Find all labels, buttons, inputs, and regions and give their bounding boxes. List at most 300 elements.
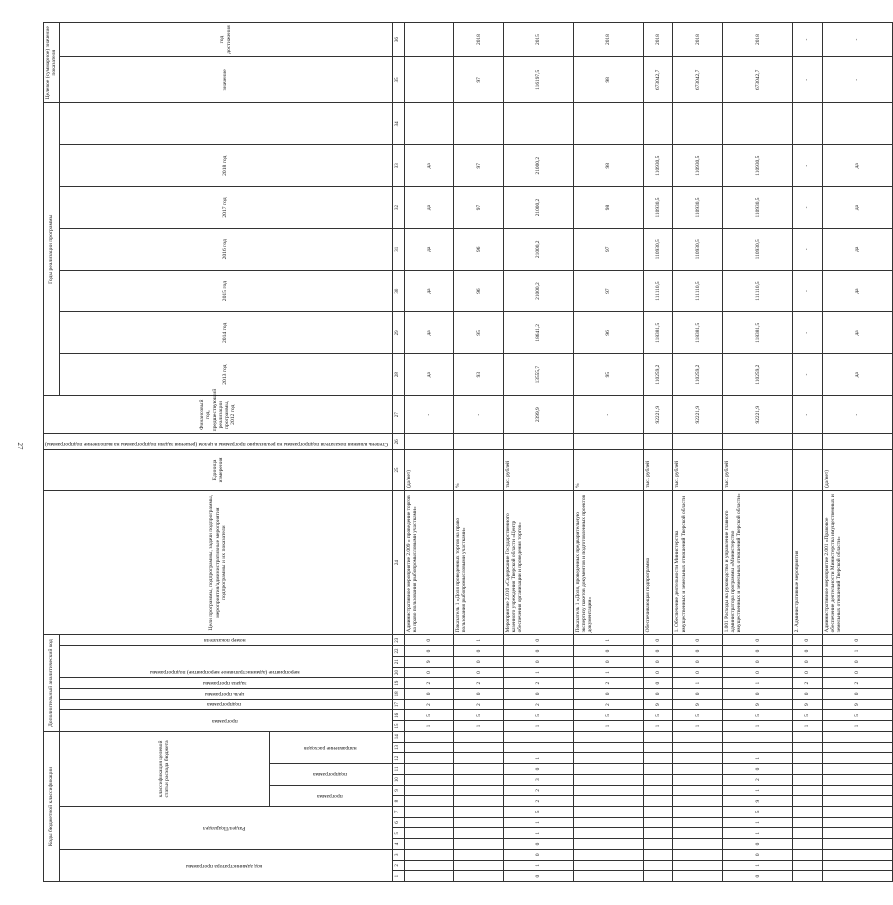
code-cell: 1 <box>504 667 574 678</box>
code-cell: 0 <box>723 635 793 646</box>
target-year <box>404 23 454 57</box>
year-value: - <box>793 145 823 187</box>
code-cell <box>822 871 892 882</box>
code-cell <box>404 774 454 785</box>
y2017-header: 2017 год <box>59 187 392 229</box>
column-number-cell: 10 <box>392 774 404 785</box>
code-cell <box>822 731 892 742</box>
year-value: да <box>404 228 454 270</box>
row-unit: тыс. рублей <box>643 450 673 491</box>
row-unit <box>793 450 823 491</box>
code-cell <box>643 796 673 807</box>
target-year: - <box>793 23 823 57</box>
code-cell <box>793 860 823 871</box>
code-cell <box>793 785 823 796</box>
code-cell <box>673 753 723 764</box>
code-cell: 1 <box>504 828 574 839</box>
target-value <box>404 57 454 103</box>
code-cell: 2 <box>404 678 454 689</box>
code-cell: 1 <box>504 721 574 732</box>
y2016-header: 2016 год <box>59 228 392 270</box>
year-value: да <box>404 354 454 396</box>
code-cell: 0 <box>504 849 574 860</box>
code-cell <box>404 817 454 828</box>
row-name: Административное мероприятие 2.009 « проведение торгов на право пользования рыбопромысловыми участками» <box>404 490 454 635</box>
table-row <box>404 23 454 882</box>
year-value: 21000,2 <box>504 187 574 229</box>
code-cell <box>454 764 504 775</box>
table-row <box>793 23 823 882</box>
column-number-cell: 29 <box>392 312 404 354</box>
code-cell <box>822 785 892 796</box>
year-value: 95 <box>454 312 504 354</box>
year-value: 111110,5 <box>643 270 673 312</box>
code-cell: 2 <box>573 678 643 689</box>
unit-header: Единица измерения <box>44 450 393 491</box>
spacer-cell <box>454 103 504 145</box>
code-cell <box>673 849 723 860</box>
column-number-cell: 7 <box>392 806 404 817</box>
code-cell: 0 <box>723 656 793 667</box>
column-number-cell: 28 <box>392 354 404 396</box>
year-value: да <box>822 312 892 354</box>
indicator-no-header: номер показателя <box>59 635 392 646</box>
code-cell: 2 <box>504 699 574 710</box>
year-value: 110930,5 <box>643 187 673 229</box>
year-value: 110930,5 <box>643 228 673 270</box>
code-cell: 1 <box>454 635 504 646</box>
code-cell <box>573 828 643 839</box>
code-cell <box>793 796 823 807</box>
code-cell <box>673 742 723 753</box>
code-cell: 5 <box>504 710 574 721</box>
code-cell: 1 <box>822 721 892 732</box>
fin-year-header: Финансовый год, предшествующий реализации программы, 2012 год <box>44 396 393 434</box>
year-value: да <box>404 145 454 187</box>
code-cell: 0 <box>404 667 454 678</box>
spacer-cell <box>504 103 574 145</box>
code-cell <box>822 796 892 807</box>
year-value: 93 <box>454 354 504 396</box>
row-degree <box>793 434 823 450</box>
column-number-cell: 27 <box>392 396 404 434</box>
column-number-cell: 31 <box>392 228 404 270</box>
code-cell: 0 <box>454 689 504 700</box>
year-value: 97 <box>454 187 504 229</box>
y2014-header: 2014 год <box>59 312 392 354</box>
code-cell <box>573 806 643 817</box>
code-cell <box>822 742 892 753</box>
spacer-cell <box>643 103 673 145</box>
code-cell <box>404 796 454 807</box>
code-cell <box>573 731 643 742</box>
task-header: задача программы <box>59 678 392 689</box>
code-cell <box>573 753 643 764</box>
code-cell: 1 <box>723 721 793 732</box>
row-degree <box>573 434 643 450</box>
code-cell <box>643 742 673 753</box>
prog-header: программа <box>59 710 392 731</box>
column-number-cell: 19 <box>392 678 404 689</box>
code-cell: 0 <box>723 871 793 882</box>
code-cell: 1 <box>723 828 793 839</box>
year-value: 96 <box>454 270 504 312</box>
row-name: Показатель 1 «Доля проведенных торгов на право пользования рыбопромысловыми участками» <box>454 490 504 635</box>
row-unit: (да/нет) <box>822 450 892 491</box>
column-number-cell: 33 <box>392 145 404 187</box>
code-cell <box>404 871 454 882</box>
row-unit: тыс. рублей <box>673 450 723 491</box>
code-cell <box>643 860 673 871</box>
code-cell: 5 <box>723 710 793 721</box>
code-cell <box>643 849 673 860</box>
code-cell <box>573 796 643 807</box>
row-name: 2. Административные мероприятия <box>793 490 823 635</box>
code-cell: 1 <box>723 753 793 764</box>
year-value: 111110,5 <box>673 270 723 312</box>
code-cell <box>454 796 504 807</box>
code-cell: 2 <box>404 699 454 710</box>
code-cell: 2 <box>793 678 823 689</box>
fin-year-value: 92221,9 <box>723 396 793 434</box>
code-cell <box>643 817 673 828</box>
fin-year-value: - <box>454 396 504 434</box>
year-value: - <box>793 228 823 270</box>
column-number-cell: 25 <box>392 450 404 491</box>
year-value: да <box>822 187 892 229</box>
column-number-cell: 11 <box>392 764 404 775</box>
code-cell: 9 <box>404 656 454 667</box>
column-number-cell: 30 <box>392 270 404 312</box>
code-cell <box>454 839 504 850</box>
name-header: Цели программы, подпрограммы, задачи подпрограммы, мероприятия/административные мероприятия подпрограммы и их показатели <box>44 490 393 635</box>
row-unit: % <box>454 450 504 491</box>
code-cell <box>404 753 454 764</box>
code-cell: 9 <box>643 699 673 710</box>
code-cell: 2 <box>504 785 574 796</box>
code-cell: 0 <box>723 849 793 860</box>
y2013-header: 2013 год <box>59 354 392 396</box>
year-value: 96 <box>573 312 643 354</box>
code-cell <box>454 785 504 796</box>
column-number-cell: 16 <box>392 710 404 721</box>
code-cell <box>673 731 723 742</box>
code-cell <box>404 731 454 742</box>
code-cell: 0 <box>643 635 673 646</box>
code-cell <box>673 764 723 775</box>
year-value: 118381,5 <box>723 312 793 354</box>
column-number-cell: 5 <box>392 828 404 839</box>
row-name: Обеспечивающая подпрограмма <box>643 490 673 635</box>
column-number-cell: 1 <box>392 871 404 882</box>
table-row <box>643 23 673 882</box>
code-cell <box>822 817 892 828</box>
column-number-cell: 32 <box>392 187 404 229</box>
code-cell <box>643 806 673 817</box>
column-number-cell: 18 <box>392 689 404 700</box>
year-value: - <box>793 354 823 396</box>
row-unit: % <box>573 450 643 491</box>
program-indicators-table <box>43 22 893 882</box>
code-cell <box>673 796 723 807</box>
year-value: да <box>822 270 892 312</box>
section-header: Раздел/Подраздел <box>59 806 392 849</box>
code-cell <box>793 774 823 785</box>
code-cell: 1 <box>573 721 643 732</box>
target-article-header: классификация целевой статьи расхода бюджета <box>59 731 270 806</box>
year-value: да <box>404 187 454 229</box>
code-cell: 0 <box>573 646 643 657</box>
target-year: 2018 <box>573 23 643 57</box>
target-value: - <box>822 57 892 103</box>
code-cell: 1 <box>573 635 643 646</box>
code-cell: 2 <box>573 699 643 710</box>
code-cell: 2 <box>504 796 574 807</box>
program-code-header: программа <box>270 785 392 806</box>
goal-header: цель программы <box>59 689 392 700</box>
year-value: 118381,5 <box>673 312 723 354</box>
year-value: 110259,2 <box>673 354 723 396</box>
admin-code-header: код администратора программы <box>59 849 392 881</box>
year-value: 110930,5 <box>723 228 793 270</box>
code-cell: 0 <box>504 635 574 646</box>
code-cell: 5 <box>723 806 793 817</box>
code-cell: 0 <box>793 635 823 646</box>
year-value: да <box>404 312 454 354</box>
target-value: 673042,7 <box>723 57 793 103</box>
code-cell <box>404 849 454 860</box>
table-row <box>454 23 504 882</box>
row-name: 1.001 Расходы на руководство и управление главного администратора программы «Министерство имущественных и земельных отношений Тверской области» <box>723 490 793 635</box>
code-cell: 0 <box>404 646 454 657</box>
code-cell: 0 <box>454 646 504 657</box>
code-cell <box>573 839 643 850</box>
code-cell: 0 <box>504 656 574 667</box>
row-name: Мероприятие 2.010 «Содержание Государственного казенного учреждения Тверской области «Центр обеспечения организации и проведения торгов» <box>504 490 574 635</box>
code-cell: 0 <box>793 646 823 657</box>
code-cell <box>822 828 892 839</box>
target-header: Целевое (суммарное) значение показателя <box>44 23 60 103</box>
column-number-cell: 34 <box>392 103 404 145</box>
code-cell: 1 <box>793 721 823 732</box>
year-value: да <box>822 354 892 396</box>
year-value: 21000,2 <box>504 228 574 270</box>
code-cell <box>454 849 504 860</box>
year-value: 97 <box>454 145 504 187</box>
year-value: 97 <box>573 228 643 270</box>
page-number: 27 <box>16 442 24 450</box>
code-cell: 0 <box>822 689 892 700</box>
year-value: 97 <box>573 270 643 312</box>
code-cell <box>643 871 673 882</box>
column-number-cell: 23 <box>392 635 404 646</box>
code-cell: 1 <box>723 785 793 796</box>
code-cell: 0 <box>673 689 723 700</box>
code-cell: 0 <box>643 646 673 657</box>
fin-year-value: 92221,9 <box>643 396 673 434</box>
row-degree <box>723 434 793 450</box>
code-cell: 0 <box>573 689 643 700</box>
code-cell <box>454 753 504 764</box>
spacer-cell <box>723 103 793 145</box>
row-name: Показатель 1 «Доля, проведенных предварительную экспертизу пакетов документов и подготовленных проектов документации» <box>573 490 643 635</box>
table-row <box>723 23 793 882</box>
code-cell: 0 <box>454 667 504 678</box>
column-numbers-row <box>392 23 404 882</box>
code-cell <box>454 828 504 839</box>
year-value: 18641,2 <box>504 312 574 354</box>
code-cell: 0 <box>723 646 793 657</box>
code-cell: 0 <box>723 764 793 775</box>
code-cell: 5 <box>454 710 504 721</box>
code-cell <box>454 742 504 753</box>
column-number-cell: 24 <box>392 490 404 635</box>
spacer-cell <box>673 103 723 145</box>
code-cell: 0 <box>404 689 454 700</box>
code-cell: 9 <box>793 699 823 710</box>
code-cell <box>643 753 673 764</box>
code-cell: 0 <box>504 646 574 657</box>
target-value: 673042,7 <box>643 57 673 103</box>
year-value: да <box>822 228 892 270</box>
code-cell <box>793 742 823 753</box>
code-cell: 1 <box>454 721 504 732</box>
code-cell: 0 <box>643 667 673 678</box>
year-value: 110930,5 <box>673 145 723 187</box>
code-cell <box>822 764 892 775</box>
code-cell: 5 <box>643 710 673 721</box>
subprog-header: подпрограмма <box>59 699 392 710</box>
code-cell: 0 <box>673 656 723 667</box>
code-cell: 5 <box>822 710 892 721</box>
table-row <box>573 23 643 882</box>
code-cell <box>673 839 723 850</box>
code-cell: 3 <box>504 774 574 785</box>
row-degree <box>504 434 574 450</box>
row-name: Административное мероприятие 2.001 «Правовое обеспечение деятельности Министерства имущественных и земельных отношений Тверской области» <box>822 490 892 635</box>
code-cell <box>793 817 823 828</box>
spacer-cell <box>793 103 823 145</box>
column-number-cell: 8 <box>392 796 404 807</box>
code-cell: 5 <box>793 710 823 721</box>
code-cell <box>454 817 504 828</box>
column-number-cell: 36 <box>392 23 404 57</box>
code-cell <box>573 764 643 775</box>
code-cell <box>673 860 723 871</box>
year-value: 13555,7 <box>504 354 574 396</box>
y2018-header: 2018 год <box>59 145 392 187</box>
code-cell: 0 <box>723 689 793 700</box>
code-cell <box>404 860 454 871</box>
code-cell <box>643 828 673 839</box>
code-cell: 1 <box>723 678 793 689</box>
code-cell <box>793 806 823 817</box>
code-cell <box>454 860 504 871</box>
spacer-cell <box>573 103 643 145</box>
target-value: 98 <box>573 57 643 103</box>
code-cell: 0 <box>573 656 643 667</box>
row-unit: тыс. рублей <box>723 450 793 491</box>
code-cell: 0 <box>504 871 574 882</box>
code-cell <box>673 817 723 828</box>
row-unit: (да/нет) <box>404 450 454 491</box>
spacer-cell <box>822 103 892 145</box>
budget-codes-header: Коды бюджетной классификации <box>44 731 60 881</box>
code-cell: 5 <box>404 710 454 721</box>
code-cell <box>643 839 673 850</box>
fin-year-value: - <box>573 396 643 434</box>
code-cell <box>573 774 643 785</box>
year-value: - <box>793 270 823 312</box>
fin-year-value: 2399,9 <box>504 396 574 434</box>
code-cell <box>454 774 504 785</box>
extra-code-header: Дополнительный аналитический код <box>44 635 60 732</box>
code-cell: 2 <box>454 699 504 710</box>
code-cell <box>573 849 643 860</box>
code-cell: 9 <box>673 699 723 710</box>
code-cell: 0 <box>673 646 723 657</box>
code-cell: 0 <box>643 656 673 667</box>
year-value: 98 <box>573 187 643 229</box>
target-value: 116197,5 <box>504 57 574 103</box>
code-cell: 0 <box>793 656 823 667</box>
code-cell <box>822 774 892 785</box>
column-number-cell: 20 <box>392 667 404 678</box>
year-value: 111110,5 <box>723 270 793 312</box>
code-cell <box>723 731 793 742</box>
code-cell <box>404 764 454 775</box>
code-cell <box>673 774 723 785</box>
column-number-cell: 6 <box>392 817 404 828</box>
code-cell: 0 <box>822 667 892 678</box>
row-degree <box>454 434 504 450</box>
code-cell <box>504 731 574 742</box>
code-cell: 0 <box>454 656 504 667</box>
code-cell <box>643 785 673 796</box>
code-cell: 0 <box>723 839 793 850</box>
spacer-cell <box>404 103 454 145</box>
code-cell: 9 <box>723 699 793 710</box>
table-row <box>822 23 892 882</box>
year-value: 96 <box>454 228 504 270</box>
row-degree <box>822 434 892 450</box>
year-value: да <box>404 270 454 312</box>
code-cell: 0 <box>643 678 673 689</box>
row-unit: тыс. рублей <box>504 450 574 491</box>
table-row <box>673 23 723 882</box>
code-cell <box>454 871 504 882</box>
column-number-cell: 12 <box>392 753 404 764</box>
activity-header: мероприятие (административное мероприятие) подпрограммы <box>59 646 392 678</box>
column-number-cell: 13 <box>392 742 404 753</box>
code-cell <box>822 753 892 764</box>
code-cell: 5 <box>504 806 574 817</box>
year-value: 98 <box>573 145 643 187</box>
code-cell <box>573 785 643 796</box>
year-value: 110930,5 <box>643 145 673 187</box>
code-cell <box>822 849 892 860</box>
code-cell: 1 <box>673 721 723 732</box>
code-cell: 0 <box>643 689 673 700</box>
code-cell: 2 <box>504 678 574 689</box>
code-cell <box>404 742 454 753</box>
code-cell <box>723 742 793 753</box>
code-cell: 5 <box>573 710 643 721</box>
column-number-cell: 22 <box>392 646 404 657</box>
y2015-header: 2015 год <box>59 270 392 312</box>
code-cell <box>454 806 504 817</box>
target-value: - <box>793 57 823 103</box>
